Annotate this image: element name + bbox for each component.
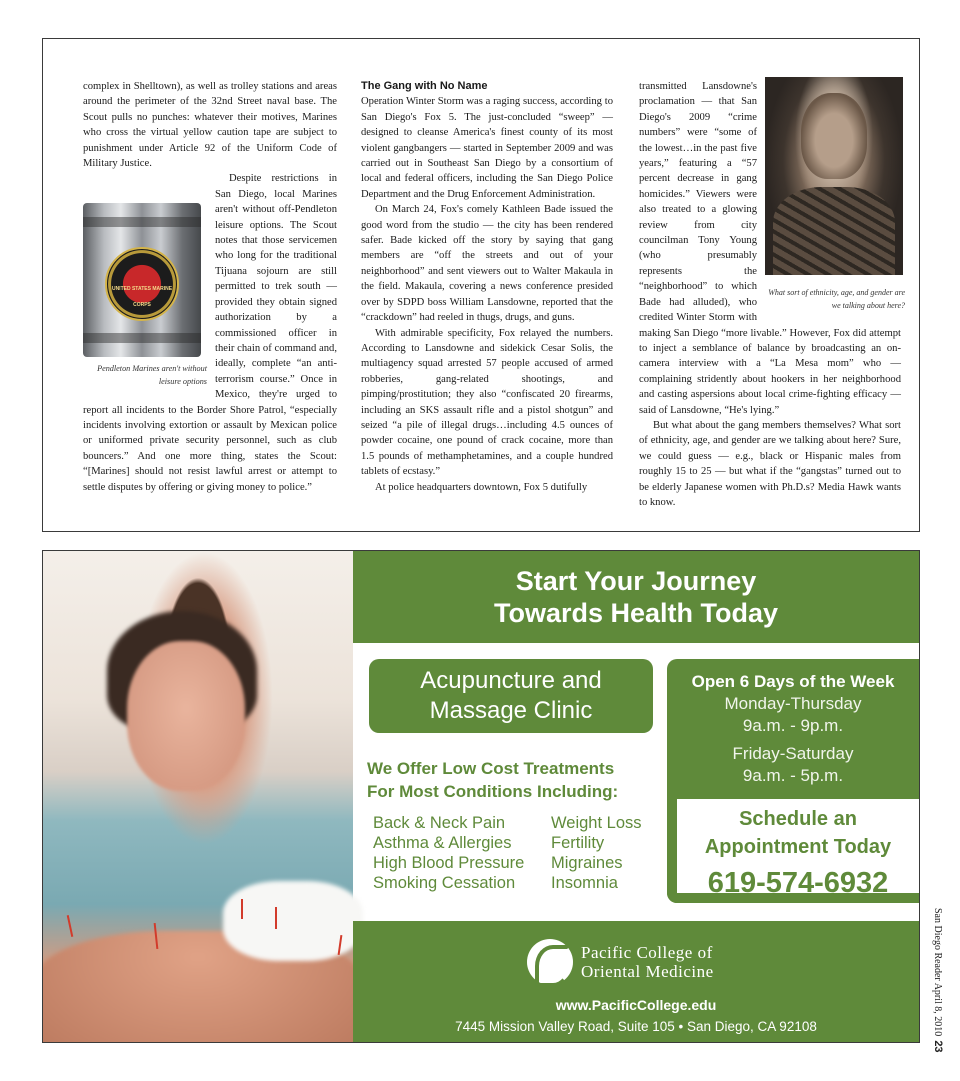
hours-title: Open 6 Days of the Week (691, 672, 895, 691)
hours-days-2: Friday-Saturday (732, 744, 854, 763)
article-column-1 (83, 79, 337, 495)
col2-paragraph-3: With admirable specificity, Fox relayed the numbers. According to Lansdowne and sidekick Cesar Solis, the multiagency squad arrested 57 people accused of armed robberies, gang-related shootings, and pimping/prostitution; they also “confiscated 20 firearms, including an SKS assault rifle and a pistol shotgun” and seized “a pile of illegal drugs…including 4.5 ounces of powder cocaine, one pound of crack cocaine, more than 1.5 pounds of methamphetamines, and a couple hundred tablets of ecstasy.” (361, 327, 613, 478)
article-box (42, 38, 920, 532)
clinic-title-line-1: Acupuncture and (420, 667, 602, 694)
ad-headline-line-2: Towards Health Today (493, 598, 779, 628)
tattooed-man-photo (765, 77, 903, 275)
college-logo-icon (527, 939, 573, 985)
appointment-line-2: Appointment Today (704, 836, 892, 858)
marine-seal-icon (105, 247, 179, 321)
conditions-list (373, 813, 663, 893)
condition-item: Smoking Cessation (373, 874, 516, 892)
offer-line-1: We Offer Low Cost Treatments (367, 759, 615, 778)
ad-footer (353, 921, 919, 1042)
college-name-line-1: Pacific College of (581, 943, 713, 962)
college-address: 7445 Mission Valley Road, Suite 105 • San Diego, CA 92108 (455, 1019, 817, 1034)
appointment-line-1: Schedule an (739, 808, 857, 830)
ad-headline-line-1: Start Your Journey (515, 566, 757, 596)
offer-text (367, 757, 657, 803)
marine-keg-image (83, 203, 201, 357)
page-footer-credit (932, 908, 944, 1053)
condition-item: Asthma & Allergies (373, 834, 512, 852)
article-column-3 (639, 79, 905, 510)
condition-item: Back & Neck Pain (373, 814, 506, 832)
college-url[interactable]: www.PacificCollege.edu (555, 997, 717, 1013)
hours-days-1: Monday-Thursday (724, 694, 862, 713)
hours-time-2: 9a.m. - 5p.m. (742, 766, 844, 785)
college-name-line-2: Oriental Medicine (581, 962, 714, 981)
hours-box (667, 659, 919, 799)
keg-figure (83, 203, 207, 388)
hours-time-1: 9a.m. - 9p.m. (742, 716, 844, 735)
col2-paragraph-4: At police headquarters downtown, Fox 5 dutifully (375, 481, 588, 493)
condition-item: High Blood Pressure (373, 854, 525, 872)
col1-paragraph-1: complex in Shelltown), as well as trolley stations and areas around the perimeter of the 32nd Street naval base. The Scout pulls no punches: whatever their motives, Marines who cross the virtual yellow caution tape are subject to punishment under Article 92 of the Uniform Code of Military Justice. (83, 81, 337, 170)
phone-number[interactable]: 619-574-6932 (707, 867, 889, 899)
acupuncture-photo (43, 551, 353, 1042)
col2-paragraph-1: Operation Winter Storm was a raging success, according to San Diego's Fox 5. The just-concluded “sweep” — designed to cleanse America's finest county of its most violent gangbangers — started in September 2009 and was carried out in Southeast San Diego by a consortium of local and federal officers, including the San Diego Police Department and the Drug Enforcement Administration. (361, 96, 613, 200)
keg-caption: Pendleton Marines aren't without leisure options (97, 364, 207, 386)
condition-item: Weight Loss (551, 814, 642, 832)
col2-paragraph-2: On March 24, Fox's comely Kathleen Bade issued the good word from the studio — the city has been rendered safer. Bade kicked off the story by saying that gang members are “off the streets and out of your neighborhood” and sent viewers out to Walter Makaula in the field. Makaula, covering a news conference presided over by SDPD boss William Lansdowne, reported that the “crackdown” had reeled in thugs, drugs, and guns. (361, 204, 613, 324)
condition-item: Insomnia (551, 874, 618, 892)
keg-label: UNITED STATES MARINE CORPS (111, 286, 173, 308)
pacific-college-ad[interactable] (42, 550, 920, 1043)
col3-paragraph-2: But what about the gang members themselves? What sort of ethnicity, age, and gender are we talking about here? Sure, we could guess — e.g., black or Hispanic males from roughly 15 to 25 — but what if the “gangstas” turned out to be elderly Japanese women with Ph.D.s? Media Hawk wants to know. (639, 419, 901, 508)
college-logo (527, 939, 714, 985)
condition-item: Migraines (551, 854, 623, 872)
section-heading: The Gang with No Name (361, 80, 488, 92)
col1-paragraph-2: Despite restrictions in San Diego, local Marines aren't without off-Pendleton leisure options. The Scout notes that those servicemen who long for the traditional Tijuana sojourn are still permitted to trek south — provided they obtain signed authorization by a commissioned officer in their chain of command and, ideally, complete “an anti-terrorism course.” Once in Mexico, they're urged to report all incidents to the Border Shore Patrol, “especially incidents involving extortion or assault by Mexican police or uniformed private security personnel, such as club bouncers.” And one more thing, states the Scout: “[Marines] should not resist lawful arrest or attempt to settle disputes by offering or giving money to police.” (83, 173, 337, 493)
article-column-2 (361, 79, 613, 495)
clinic-title-line-2: Massage Clinic (429, 697, 593, 724)
condition-item: Fertility (551, 834, 605, 852)
offer-line-2: For Most Conditions Including: (367, 782, 619, 801)
clinic-title-box (369, 659, 653, 733)
publication-credit: San Diego Reader April 8, 2010 (932, 908, 943, 1037)
college-logo-text (581, 943, 714, 981)
tattoo-figure (765, 77, 905, 312)
page-number: 23 (932, 1040, 944, 1053)
appointment-box[interactable] (667, 799, 919, 903)
tattoo-caption: What sort of ethnicity, age, and gender are we talking about here? (768, 288, 905, 310)
ad-headline (353, 551, 919, 643)
col3-paragraph-1: transmitted Lansdowne's proclamation — that San Diego's 2009 “crime numbers” were “some of the lowest…in the past five years,” featuring a “57 percent decrease in gang homicides.” Viewers were also treated to a glowing review from city councilman Tony Young (who presumably represents the “neighborhood” to which Bade had alluded), who credited Winter Storm with making San Diego “more livable.” However, Fox did attempt to inject a semblance of balance by broadcasting an on-camera interview with a “La Mesa mom” who — complaining stridently about hookers in her neighborhood and casting aspersions about local crime-fighting efficacy — said of Lansdowne, “He's lying.” (639, 81, 901, 416)
